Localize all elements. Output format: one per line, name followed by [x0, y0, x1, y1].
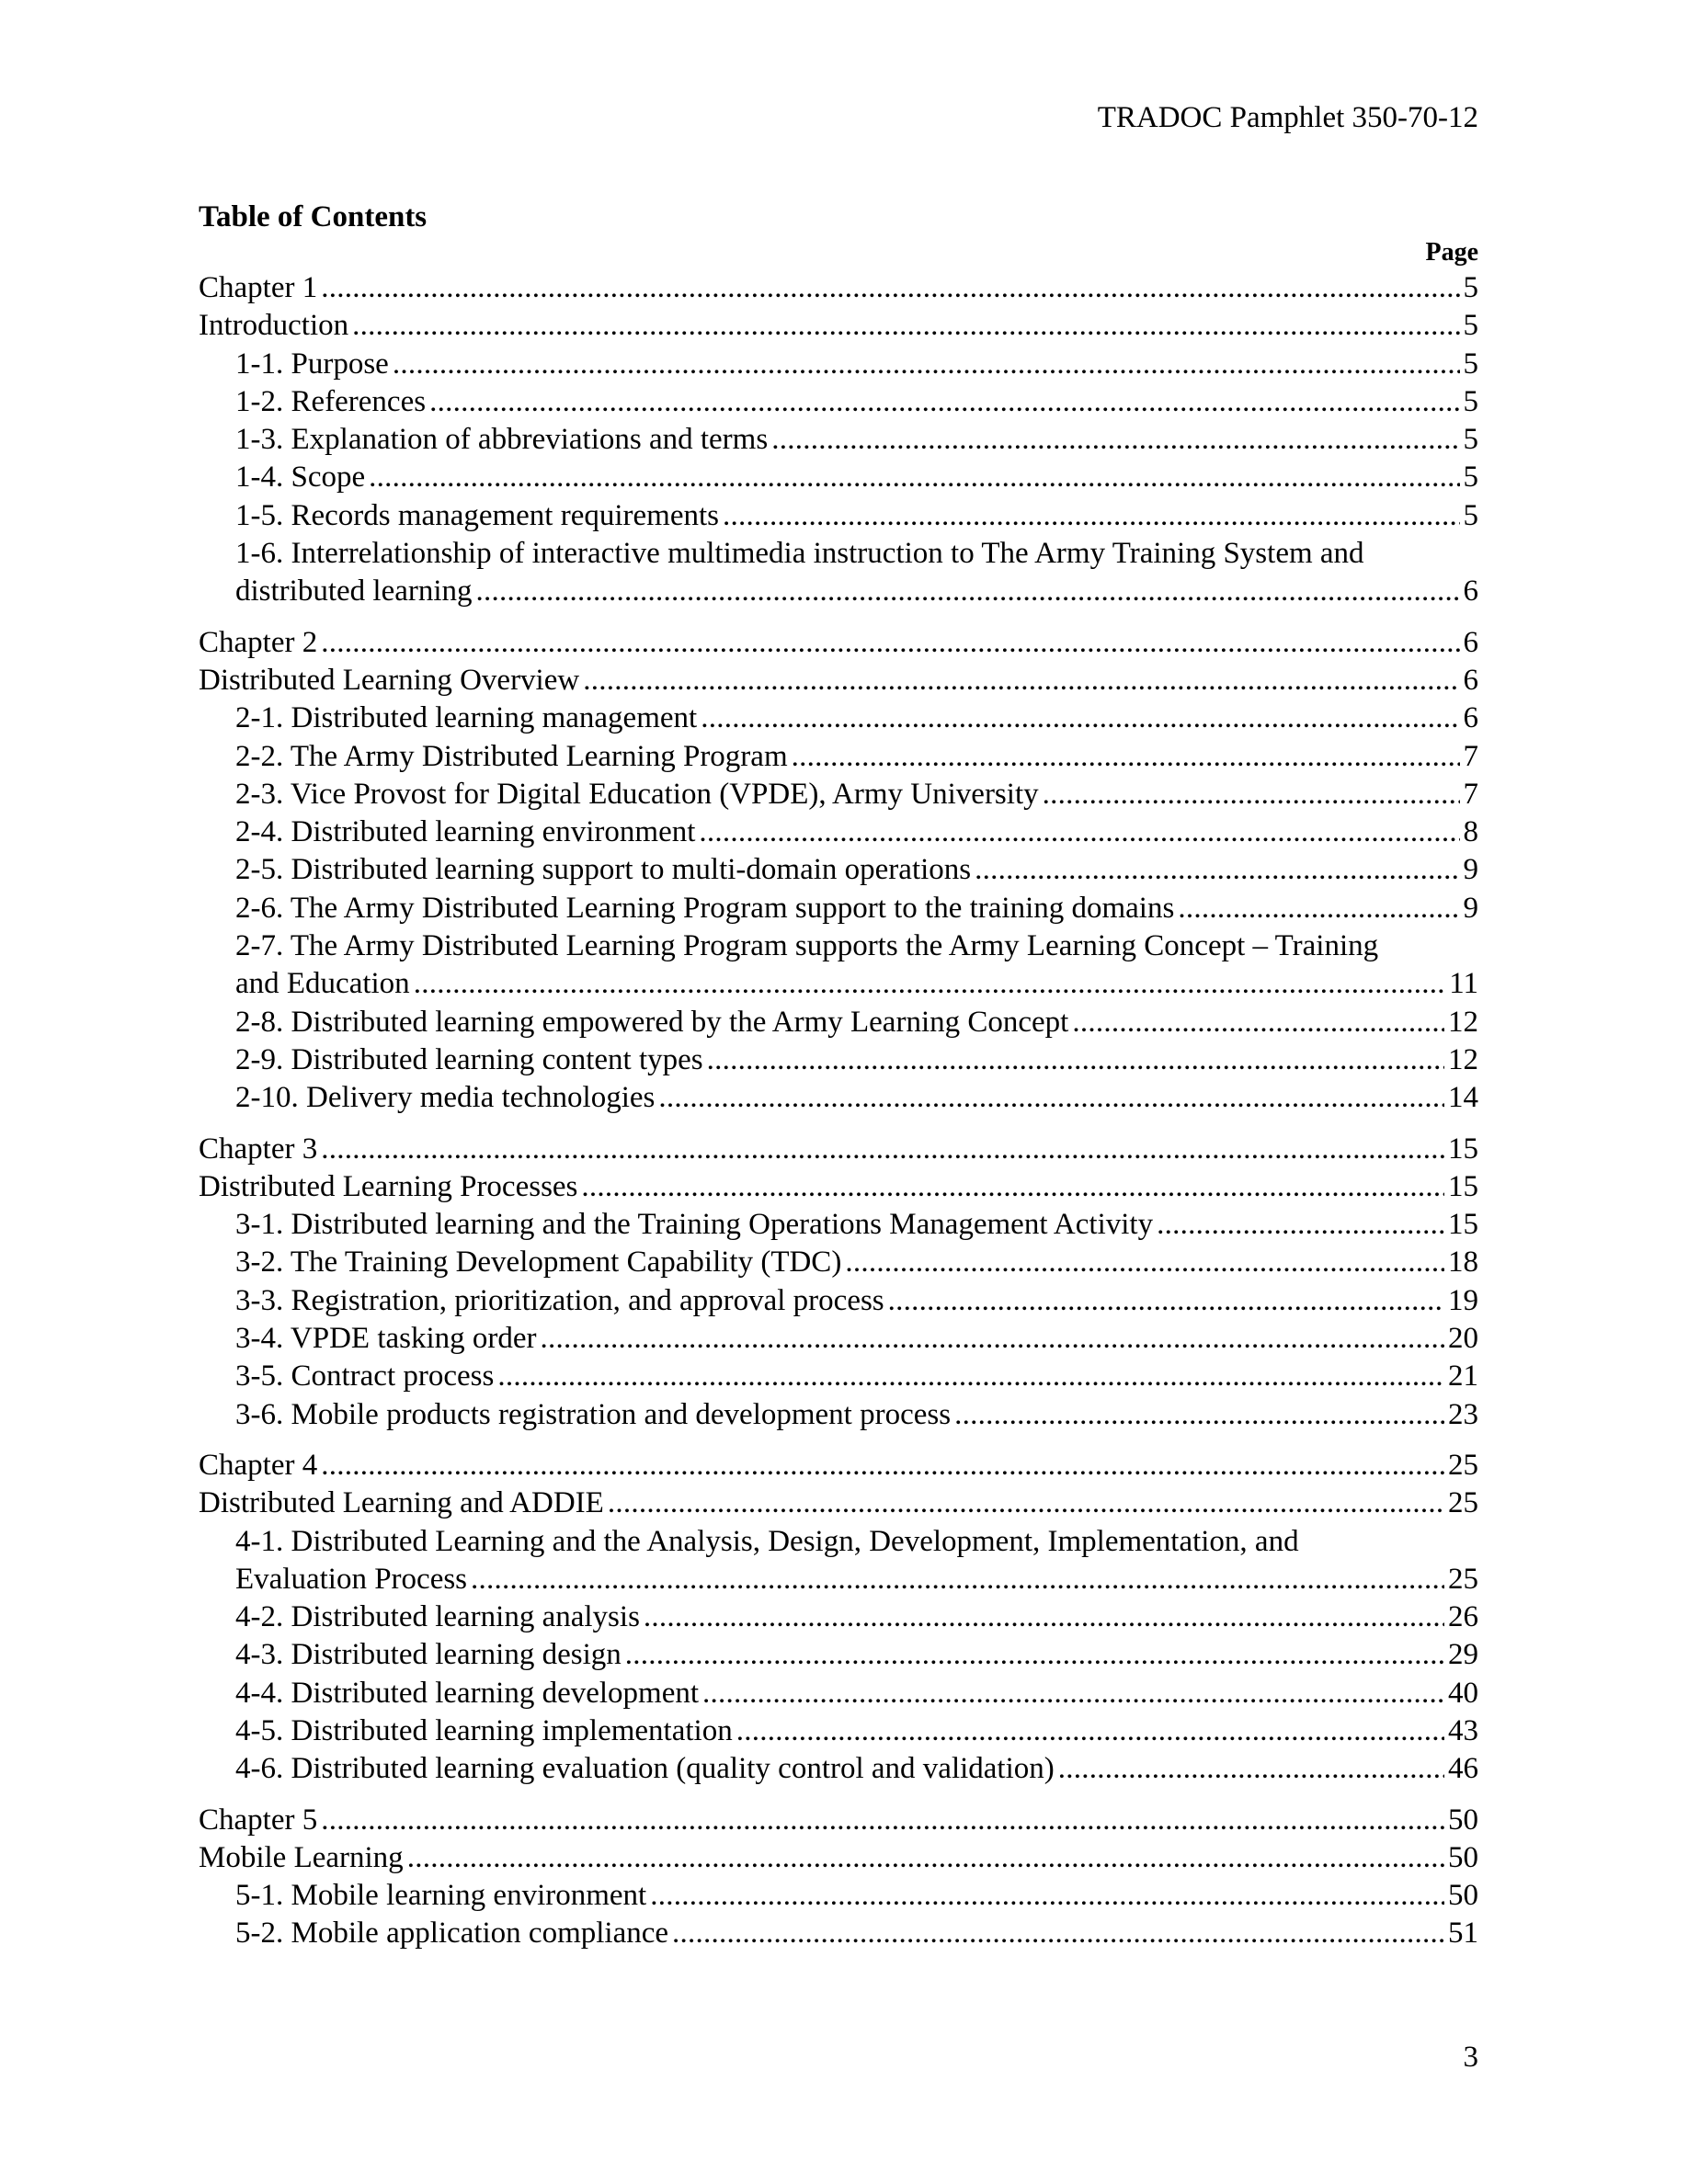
dot-leader [321, 624, 1459, 662]
dot-leader [1058, 1750, 1444, 1788]
toc-entry-page: 19 [1448, 1283, 1478, 1317]
page-header: TRADOC Pamphlet 350-70-12 [1097, 101, 1478, 134]
toc-entry[interactable] [199, 1523, 1478, 1561]
toc-chapter-entry[interactable] [199, 662, 1478, 700]
toc-entry-page: 5 [1463, 271, 1478, 304]
toc-entry-label: 5-1. Mobile learning environment [235, 1879, 647, 1913]
toc-entry[interactable] [199, 1004, 1478, 1041]
dot-leader [1072, 1004, 1444, 1041]
toc-entry-label: 4-6. Distributed learning evaluation (quality control and validation) [235, 1752, 1055, 1786]
dot-leader [476, 573, 1460, 610]
dot-leader [845, 1244, 1444, 1281]
dot-leader [702, 1675, 1444, 1712]
toc-list [199, 269, 1478, 1953]
toc-entry[interactable] [199, 1915, 1478, 1952]
toc-entry-page: 21 [1448, 1359, 1478, 1393]
toc-entry[interactable] [199, 1041, 1478, 1079]
toc-entry-label: 1-4. Scope [235, 461, 366, 495]
toc-chapter-entry[interactable] [199, 624, 1478, 662]
toc-entry-page: 9 [1463, 891, 1478, 925]
toc-entry-page: 50 [1448, 1879, 1478, 1913]
toc-entry-label: 2-3. Vice Provost for Digital Education (VPDE), Army University [235, 777, 1039, 811]
toc-entry[interactable] [199, 851, 1478, 889]
toc-entry-page: 43 [1448, 1713, 1478, 1747]
toc-entry-page: 6 [1463, 701, 1478, 735]
toc-entry-page: 46 [1448, 1752, 1478, 1786]
toc-entry-label: and Education [235, 967, 410, 1001]
toc-entry-page: 5 [1463, 423, 1478, 457]
dot-leader [975, 851, 1459, 889]
toc-entry-page: 6 [1463, 574, 1478, 609]
toc-entry-label: 2-7. The Army Distributed Learning Program supports the Army Learning Concept – Training [235, 929, 1379, 963]
toc-entry[interactable] [199, 738, 1478, 776]
toc-entry-label: 3-1. Distributed learning and the Training Operations Management Activity [235, 1208, 1154, 1242]
toc-chapter-entry[interactable] [199, 1131, 1478, 1168]
toc-entry-label: distributed learning [235, 574, 473, 609]
toc-entry-label: 2-9. Distributed learning content types [235, 1042, 703, 1076]
toc-entry-page: 51 [1448, 1917, 1478, 1951]
toc-entry-continuation[interactable] [199, 573, 1478, 610]
toc-entry-page: 5 [1463, 461, 1478, 495]
page-column-label: Page [1425, 238, 1478, 267]
dot-leader [1043, 776, 1460, 813]
dot-leader [1157, 1206, 1444, 1244]
page-number: 3 [1463, 2041, 1478, 2074]
dot-leader [352, 307, 1459, 345]
toc-entry-label: 3-3. Registration, prioritization, and approval process [235, 1283, 884, 1317]
toc-entry-label: 2-2. The Army Distributed Learning Program [235, 739, 788, 773]
toc-entry-label: 4-4. Distributed learning development [235, 1676, 700, 1710]
toc-entry-label: 2-5. Distributed learning support to multi-domain operations [235, 853, 972, 887]
toc-entry-page: 50 [1448, 1840, 1478, 1874]
toc-entry[interactable] [199, 1877, 1478, 1915]
toc-entry-page: 20 [1448, 1322, 1478, 1356]
dot-leader [407, 1839, 1444, 1877]
toc-entry[interactable] [199, 346, 1478, 383]
toc-entry-page: 15 [1448, 1169, 1478, 1203]
toc-entry[interactable] [199, 1712, 1478, 1750]
toc-entry-label: 3-4. VPDE tasking order [235, 1322, 537, 1356]
toc-entry-label: 3-2. The Training Development Capability (TDC) [235, 1246, 842, 1280]
toc-entry-page: 15 [1448, 1132, 1478, 1166]
dot-leader [771, 421, 1459, 459]
toc-entry-label: 1-6. Interrelationship of interactive multimedia instruction to The Army Training System and [235, 537, 1364, 571]
toc-chapter-entry[interactable] [199, 1484, 1478, 1522]
dot-leader [581, 1168, 1444, 1206]
toc-entry-label: Chapter 4 [199, 1448, 318, 1482]
toc-entry[interactable] [199, 1358, 1478, 1395]
toc-entry-label: 3-5. Contract process [235, 1359, 495, 1393]
dot-leader [625, 1636, 1444, 1674]
dot-leader [701, 700, 1459, 737]
dot-leader [414, 965, 1446, 1003]
toc-entry[interactable] [199, 927, 1478, 965]
toc-chapter-entry[interactable] [199, 307, 1478, 345]
dot-leader [888, 1282, 1444, 1320]
toc-entry-page: 15 [1448, 1208, 1478, 1242]
toc-entry[interactable] [199, 1244, 1478, 1281]
toc-entry-label: 2-1. Distributed learning management [235, 701, 698, 735]
toc-entry-page: 25 [1448, 1448, 1478, 1482]
dot-leader [736, 1712, 1444, 1750]
dot-leader [792, 738, 1460, 776]
toc-entry-label: 2-4. Distributed learning environment [235, 815, 696, 849]
toc-chapter-entry[interactable] [199, 1168, 1478, 1206]
toc-chapter-entry[interactable] [199, 1839, 1478, 1877]
toc-entry-label: Chapter 2 [199, 625, 318, 659]
toc-entry-label: 5-2. Mobile application compliance [235, 1917, 669, 1951]
dot-leader [1178, 890, 1459, 927]
toc-entry[interactable] [199, 1396, 1478, 1434]
toc-entry-label: 2-8. Distributed learning empowered by the Army Learning Concept [235, 1005, 1069, 1039]
toc-entry-page: 25 [1448, 1486, 1478, 1520]
toc-entry-page: 5 [1463, 347, 1478, 381]
toc-entry-label: Mobile Learning [199, 1840, 404, 1874]
toc-entry-page: 18 [1448, 1246, 1478, 1280]
toc-entry-page: 11 [1449, 967, 1478, 1001]
toc-entry-page: 23 [1448, 1397, 1478, 1431]
toc-entry-page: 9 [1463, 853, 1478, 887]
dot-leader [321, 1131, 1444, 1168]
toc-entry-page: 26 [1448, 1600, 1478, 1634]
dot-leader [369, 459, 1459, 496]
toc-entry-page: 25 [1448, 1562, 1478, 1596]
dot-leader [497, 1358, 1444, 1395]
toc-entry[interactable] [199, 383, 1478, 421]
toc-entry-label: Evaluation Process [235, 1562, 468, 1596]
dot-leader [321, 269, 1459, 307]
dot-leader [644, 1598, 1444, 1636]
toc-entry[interactable] [199, 1079, 1478, 1117]
toc-entry-page: 7 [1463, 777, 1478, 811]
dot-leader [608, 1484, 1444, 1522]
toc-entry-label: 1-1. Purpose [235, 347, 389, 381]
toc-entry[interactable] [199, 535, 1478, 573]
toc-entry-label: 2-10. Delivery media technologies [235, 1081, 656, 1115]
dot-leader [699, 813, 1459, 851]
toc-entry-label: Chapter 5 [199, 1803, 318, 1837]
toc-entry-label: Introduction [199, 309, 349, 343]
toc-entry[interactable] [199, 459, 1478, 496]
toc-entry[interactable] [199, 1320, 1478, 1358]
toc-entry-page: 29 [1448, 1638, 1478, 1672]
toc-entry-page: 40 [1448, 1676, 1478, 1710]
toc-entry-page: 5 [1463, 309, 1478, 343]
toc-entry-page: 6 [1463, 625, 1478, 659]
toc-entry-label: Chapter 1 [199, 271, 318, 304]
toc-entry-page: 8 [1463, 815, 1478, 849]
dot-leader [393, 346, 1460, 383]
toc-entry-page: 14 [1448, 1081, 1478, 1115]
toc-entry-page: 12 [1448, 1042, 1478, 1076]
toc-entry[interactable] [199, 421, 1478, 459]
dot-leader [723, 497, 1460, 535]
dot-leader [583, 662, 1459, 700]
toc-entry[interactable] [199, 776, 1478, 813]
toc-chapter-entry[interactable] [199, 1802, 1478, 1839]
toc-entry-label: 4-1. Distributed Learning and the Analysis, Design, Development, Implementation, and [235, 1524, 1299, 1558]
toc-entry[interactable] [199, 497, 1478, 535]
dot-leader [429, 383, 1459, 421]
toc-entry-page: 50 [1448, 1803, 1478, 1837]
toc-entry[interactable] [199, 1750, 1478, 1788]
toc-chapter-entry[interactable] [199, 269, 1478, 307]
toc-entry-label: 2-6. The Army Distributed Learning Program support to the training domains [235, 891, 1175, 925]
toc-entry-label: Chapter 3 [199, 1132, 318, 1166]
toc-chapter-entry[interactable] [199, 1447, 1478, 1484]
toc-entry-page: 5 [1463, 498, 1478, 532]
toc-entry-label: 1-2. References [235, 384, 427, 418]
toc-entry-label: Distributed Learning and ADDIE [199, 1486, 604, 1520]
dot-leader [321, 1447, 1444, 1484]
toc-entry-label: 4-2. Distributed learning analysis [235, 1600, 640, 1634]
toc-entry-label: Distributed Learning Processes [199, 1169, 578, 1203]
toc-entry[interactable] [199, 1282, 1478, 1320]
toc-entry-label: 1-5. Records management requirements [235, 498, 719, 532]
dot-leader [321, 1802, 1444, 1839]
toc-entry[interactable] [199, 1598, 1478, 1636]
dot-leader [541, 1320, 1444, 1358]
dot-leader [471, 1561, 1444, 1598]
toc-entry-label: 4-3. Distributed learning design [235, 1638, 622, 1672]
dot-leader [707, 1041, 1444, 1079]
toc-title: Table of Contents [199, 200, 428, 233]
toc-entry-label: Distributed Learning Overview [199, 663, 580, 697]
dot-leader [954, 1396, 1444, 1434]
dot-leader [650, 1877, 1444, 1915]
toc-entry[interactable] [199, 1675, 1478, 1712]
dot-leader [658, 1079, 1444, 1117]
toc-entry-page: 7 [1463, 739, 1478, 773]
toc-entry[interactable] [199, 700, 1478, 737]
dot-leader [672, 1915, 1444, 1952]
toc-entry[interactable] [199, 813, 1478, 851]
toc-entry-page: 6 [1463, 663, 1478, 697]
toc-entry[interactable] [199, 890, 1478, 927]
toc-entry-continuation[interactable] [199, 965, 1478, 1003]
toc-entry-continuation[interactable] [199, 1561, 1478, 1598]
toc-entry-page: 12 [1448, 1005, 1478, 1039]
toc-entry-label: 4-5. Distributed learning implementation [235, 1713, 733, 1747]
toc-entry-page: 5 [1463, 384, 1478, 418]
toc-entry[interactable] [199, 1206, 1478, 1244]
toc-entry[interactable] [199, 1636, 1478, 1674]
toc-entry-label: 1-3. Explanation of abbreviations and terms [235, 423, 769, 457]
toc-entry-label: 3-6. Mobile products registration and development process [235, 1397, 952, 1431]
